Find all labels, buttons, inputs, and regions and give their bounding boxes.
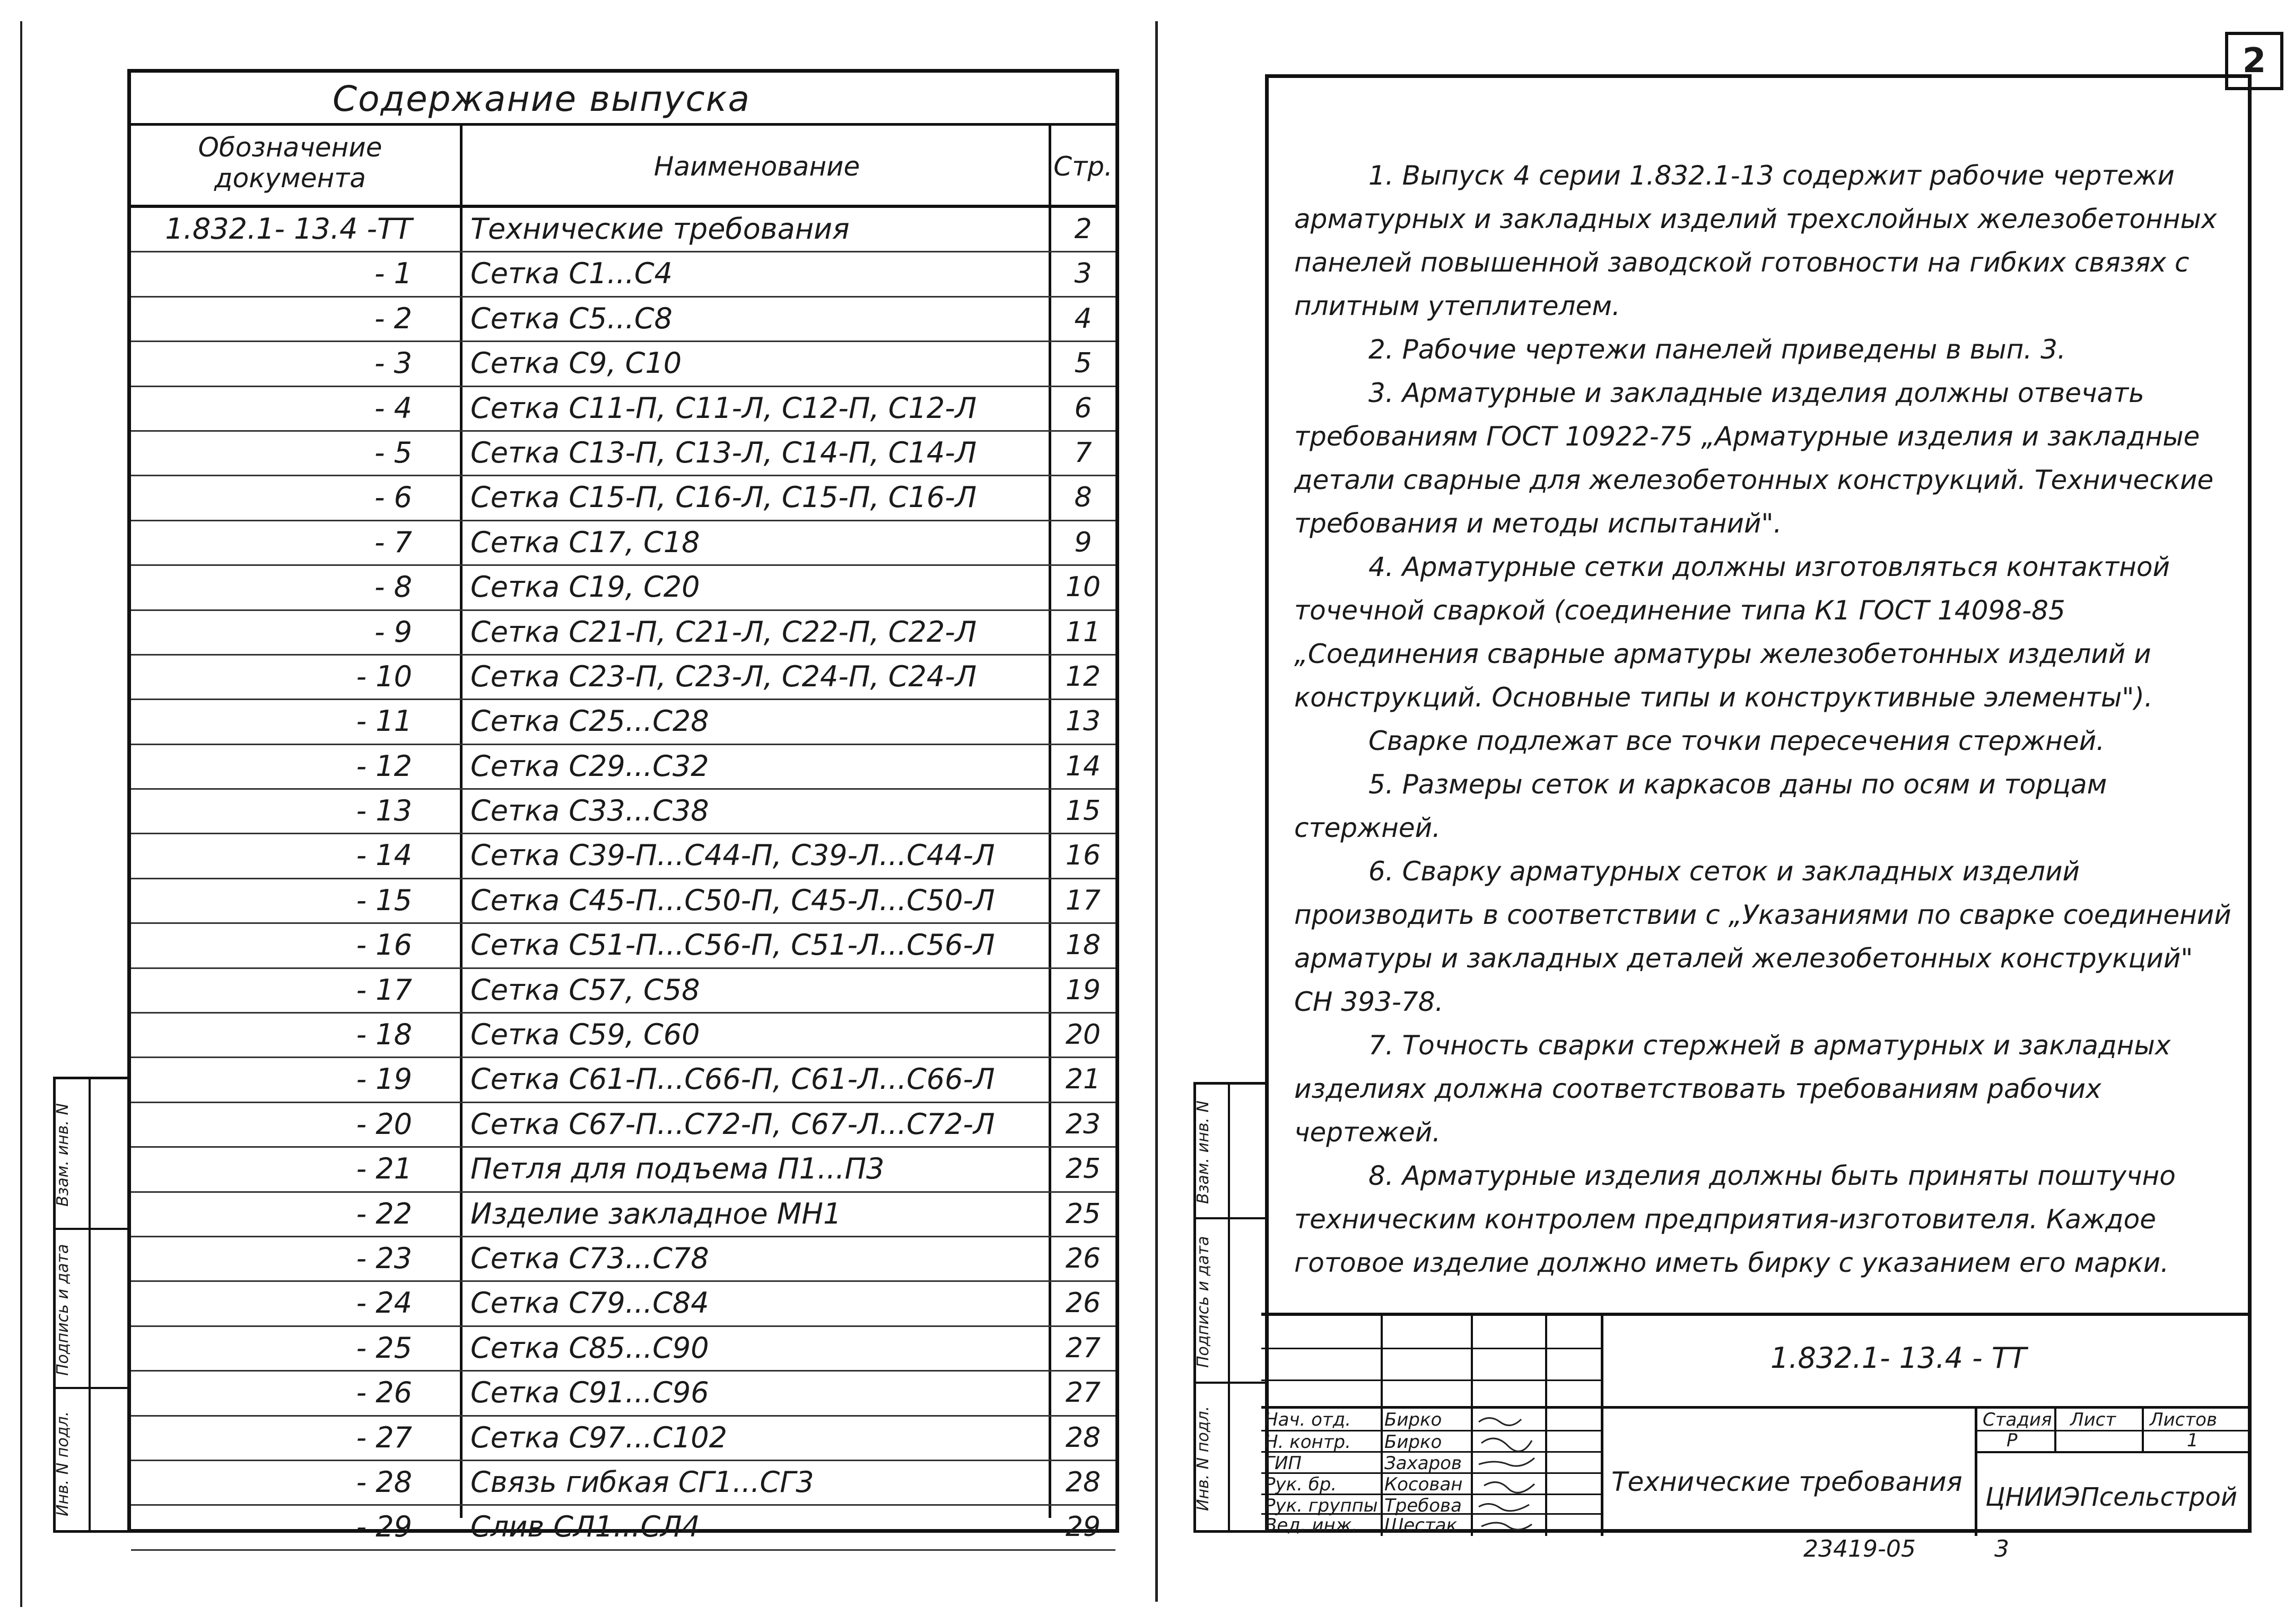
row-name: Технические требования bbox=[470, 212, 850, 246]
table-row bbox=[131, 924, 1115, 968]
row-name: Сетка С29...С32 bbox=[470, 749, 709, 783]
row-name: Изделие закладное МН1 bbox=[470, 1197, 842, 1230]
role-team-lead: Рук. бр. bbox=[1264, 1474, 1337, 1495]
row-page: 23 bbox=[1065, 1108, 1101, 1140]
row-code: - 22 bbox=[356, 1197, 412, 1230]
row-page: 6 bbox=[1074, 392, 1092, 424]
row-code: - 20 bbox=[356, 1107, 412, 1141]
strip-label-inventory: Инв. N подл. bbox=[54, 1411, 72, 1517]
row-name: Сетка С67-П...С72-П, С67-Л...С72-Л bbox=[470, 1107, 995, 1141]
row-page: 27 bbox=[1065, 1332, 1101, 1364]
binding-strip-right bbox=[1193, 1082, 1265, 1533]
strip-divider bbox=[56, 1228, 127, 1230]
row-code: - 21 bbox=[356, 1152, 412, 1186]
row-page: 27 bbox=[1065, 1377, 1101, 1409]
row-code: - 18 bbox=[356, 1018, 412, 1052]
strip-label-replacement: Взам. инв. N bbox=[54, 1103, 72, 1207]
row-page: 11 bbox=[1065, 616, 1101, 648]
row-code: - 24 bbox=[356, 1286, 412, 1320]
table-row bbox=[131, 387, 1115, 432]
row-name: Слив СЛ1...СЛ4 bbox=[470, 1510, 701, 1544]
name-5: Требова bbox=[1384, 1495, 1462, 1516]
role-head-dept: Нач. отд. bbox=[1264, 1409, 1351, 1430]
table-row bbox=[131, 476, 1115, 521]
row-name: Сетка С79...С84 bbox=[470, 1286, 709, 1320]
row-code: - 5 bbox=[374, 435, 412, 469]
row-page: 19 bbox=[1065, 974, 1101, 1006]
sheets-header: Листов bbox=[2150, 1409, 2218, 1430]
header-code: Обозначение документа bbox=[198, 132, 382, 194]
row-code: - 11 bbox=[356, 704, 412, 738]
row-name: Сетка С23-П, С23-Л, С24-П, С24-Л bbox=[470, 659, 977, 693]
row-page: 16 bbox=[1065, 840, 1101, 872]
organization: ЦНИИЭПсельстрой bbox=[1985, 1482, 2238, 1512]
note-5: 5. Размеры сеток и каркасов даны по осям и торцам стержней. bbox=[1294, 769, 2107, 843]
name-4: Косован bbox=[1384, 1474, 1463, 1495]
row-code: - 14 bbox=[356, 839, 412, 872]
table-row bbox=[131, 298, 1115, 342]
page-divider bbox=[1155, 21, 1158, 1602]
technical-notes bbox=[1294, 154, 2238, 1285]
row-name: Сетка С59, С60 bbox=[470, 1018, 700, 1052]
table-row bbox=[131, 1461, 1115, 1506]
row-code: - 13 bbox=[356, 794, 412, 828]
row-page: 18 bbox=[1065, 929, 1101, 962]
table-row bbox=[131, 611, 1115, 656]
contents-table bbox=[127, 69, 1119, 1544]
name-1: Бирко bbox=[1384, 1409, 1442, 1430]
left-edge-mark bbox=[20, 21, 22, 1607]
row-code: - 23 bbox=[356, 1241, 412, 1275]
table-row bbox=[131, 521, 1115, 566]
row-page: 8 bbox=[1074, 482, 1092, 514]
row-code: - 4 bbox=[374, 391, 412, 425]
row-name: Сетка С45-П...С50-П, С45-Л...С50-Л bbox=[470, 883, 995, 917]
role-group-lead: Рук. группы bbox=[1264, 1495, 1378, 1516]
row-name: Сетка С17, С18 bbox=[470, 525, 700, 559]
table-row bbox=[131, 700, 1115, 745]
strip-divider bbox=[1196, 1217, 1265, 1219]
row-page: 28 bbox=[1065, 1466, 1101, 1498]
row-code: - 26 bbox=[356, 1376, 412, 1410]
row-code: - 10 bbox=[356, 659, 412, 693]
row-name: Сетка С97...С102 bbox=[470, 1420, 727, 1454]
name-6: Шестак bbox=[1384, 1515, 1458, 1536]
row-code: - 8 bbox=[374, 570, 412, 604]
row-page: 5 bbox=[1074, 347, 1092, 380]
row-name: Сетка С73...С78 bbox=[470, 1241, 709, 1275]
row-name: Сетка С11-П, С11-Л, С12-П, С12-Л bbox=[470, 391, 977, 425]
role-chief-engineer: ГИП bbox=[1264, 1453, 1302, 1474]
stage-header: Стадия bbox=[1983, 1409, 2052, 1430]
row-page: 25 bbox=[1065, 1153, 1101, 1185]
table-row bbox=[131, 790, 1115, 834]
row-page: 14 bbox=[1065, 750, 1101, 782]
row-page: 17 bbox=[1065, 884, 1101, 916]
row-name: Сетка С91...С96 bbox=[470, 1376, 709, 1410]
row-code: - 15 bbox=[356, 883, 412, 917]
table-row bbox=[131, 745, 1115, 790]
strip-divider bbox=[1196, 1382, 1265, 1384]
table-row bbox=[131, 1237, 1115, 1282]
note-4-welding: Сварке подлежат все точки пересечения стержней. bbox=[1368, 726, 2105, 756]
footer-page: 3 bbox=[1994, 1535, 2009, 1562]
table-row bbox=[131, 1282, 1115, 1326]
header-name: Наименование bbox=[653, 151, 860, 182]
note-7: 7. Точность сварки стержней в арматурных и закладных изделиях должна соответствовать требованиям рабочих чертежей. bbox=[1294, 1030, 2171, 1148]
row-code: - 27 bbox=[356, 1420, 412, 1454]
table-row bbox=[131, 208, 1115, 252]
table-row bbox=[131, 1103, 1115, 1148]
table-row bbox=[131, 1148, 1115, 1192]
row-page: 3 bbox=[1074, 258, 1092, 290]
row-code: - 6 bbox=[374, 481, 412, 514]
note-4: 4. Арматурные сетки должны изготовляться контактной точечной сваркой (соединение типа К1 ГОСТ 14098-85 „Соединения сварные арматуры железобетонных изделий и конструкций. Основные типы и конструктивные элементы"). bbox=[1294, 552, 2170, 713]
table-row bbox=[131, 969, 1115, 1014]
title-block bbox=[1261, 1313, 2252, 1536]
row-code: - 2 bbox=[374, 301, 412, 335]
row-code: - 19 bbox=[356, 1062, 412, 1096]
row-page: 15 bbox=[1065, 795, 1101, 827]
sheets-value: 1 bbox=[2187, 1430, 2199, 1451]
note-3: 3. Арматурные и закладные изделия должны отвечать требованиям ГОСТ 10922-75 „Арматурные изделия и закладные детали сварные для железобетонных конструкций. Технические требования и методы испытаний". bbox=[1294, 378, 2214, 539]
name-2: Бирко bbox=[1384, 1431, 1442, 1453]
row-name: Сетка С19, С20 bbox=[470, 570, 700, 604]
archive-number: 23419-05 bbox=[1803, 1535, 1916, 1562]
row-page: 12 bbox=[1065, 660, 1101, 693]
row-page: 26 bbox=[1065, 1242, 1101, 1274]
table-row bbox=[131, 1506, 1115, 1550]
row-code: - 12 bbox=[356, 749, 412, 783]
strip-label-inventory: Инв. N подл. bbox=[1194, 1405, 1213, 1512]
row-name: Сетка С5...С8 bbox=[470, 301, 673, 335]
row-code: - 7 bbox=[374, 525, 412, 559]
row-page: 4 bbox=[1074, 302, 1092, 335]
row-name: Петля для подъема П1...П3 bbox=[470, 1152, 885, 1186]
table-row bbox=[131, 1327, 1115, 1372]
row-name: Сетка С39-П...С44-П, С39-Л...С44-Л bbox=[470, 839, 995, 872]
row-name: Сетка С21-П, С21-Л, С22-П, С22-Л bbox=[470, 615, 977, 649]
table-row bbox=[131, 1014, 1115, 1058]
row-code: 1.832.1- 13.4 -ТТ bbox=[165, 212, 412, 246]
row-name: Сетка С85...С90 bbox=[470, 1331, 709, 1365]
table-row bbox=[131, 252, 1115, 297]
table-row bbox=[131, 342, 1115, 387]
strip-label-replacement: Взам. инв. N bbox=[1194, 1101, 1213, 1204]
stage-value: Р bbox=[2007, 1430, 2018, 1451]
row-page: 26 bbox=[1065, 1287, 1101, 1320]
table-row bbox=[131, 1193, 1115, 1237]
row-name: Связь гибкая СГ1...СГ3 bbox=[470, 1465, 814, 1499]
row-code: - 1 bbox=[374, 257, 412, 291]
strip-divider bbox=[89, 1079, 91, 1530]
row-name: Сетка С9, С10 bbox=[470, 346, 682, 380]
contents-header-row bbox=[131, 126, 1115, 208]
row-name: Сетка С33...С38 bbox=[470, 794, 709, 828]
row-code: - 9 bbox=[374, 615, 412, 649]
note-2: 2. Рабочие чертежи панелей приведены в вып. 3. bbox=[1368, 334, 2066, 365]
table-row bbox=[131, 432, 1115, 476]
row-page: 28 bbox=[1065, 1421, 1101, 1454]
name-3: Захаров bbox=[1384, 1453, 1462, 1474]
row-name: Сетка С51-П...С56-П, С51-Л...С56-Л bbox=[470, 928, 995, 962]
row-page: 10 bbox=[1065, 571, 1101, 604]
table-row bbox=[131, 656, 1115, 700]
note-1: 1. Выпуск 4 серии 1.832.1-13 содержит рабочие чертежи арматурных и закладных изделий трехслойных железобетонных панелей повышенной заводской готовности на гибких связях с плитным утеплителем. bbox=[1294, 160, 2217, 321]
document-designation: 1.832.1- 13.4 - ТТ bbox=[1770, 1341, 2027, 1375]
document-title: Технические требования bbox=[1611, 1466, 1962, 1497]
column-divider bbox=[460, 126, 463, 205]
row-name: Сетка С13-П, С13-Л, С14-П, С14-Л bbox=[470, 435, 977, 469]
row-code: - 29 bbox=[356, 1510, 412, 1544]
note-8: 8. Арматурные изделия должны быть приняты поштучно техническим контролем предприятия-изготовителя. Каждое готовое изделие должно иметь бирку с указанием его марки. bbox=[1294, 1160, 2176, 1278]
contents-title: Содержание выпуска bbox=[131, 73, 1115, 126]
strip-label-signature: Подпись и дата bbox=[1194, 1236, 1213, 1368]
note-6: 6. Сварку арматурных сеток и закладных изделий производить в соответствии с „Указаниями по сварке соединений арматуры и закладных деталей железобетонных конструкций" СН 393-78. bbox=[1294, 856, 2231, 1017]
row-page: 25 bbox=[1065, 1198, 1101, 1230]
row-page: 7 bbox=[1074, 436, 1092, 469]
role-norm-control: Н. контр. bbox=[1264, 1431, 1351, 1453]
signature-marks bbox=[1473, 1409, 1545, 1533]
row-code: - 25 bbox=[356, 1331, 412, 1365]
table-row bbox=[131, 879, 1115, 924]
row-code: - 17 bbox=[356, 973, 412, 1007]
row-page: 13 bbox=[1065, 705, 1101, 738]
sheet-header: Лист bbox=[2070, 1409, 2116, 1430]
row-name: Сетка С25...С28 bbox=[470, 704, 709, 738]
strip-divider bbox=[56, 1387, 127, 1389]
strip-divider bbox=[1228, 1085, 1230, 1530]
header-page: Стр. bbox=[1053, 151, 1113, 182]
row-code: - 3 bbox=[374, 346, 412, 380]
row-code: - 16 bbox=[356, 928, 412, 962]
table-row bbox=[131, 834, 1115, 879]
row-page: 20 bbox=[1065, 1019, 1101, 1051]
binding-strip-left bbox=[53, 1077, 127, 1533]
sheet-number: 2 bbox=[2225, 32, 2283, 90]
table-row bbox=[131, 1417, 1115, 1461]
row-code: - 28 bbox=[356, 1465, 412, 1499]
row-name: Сетка С15-П, С16-Л, С15-П, С16-Л bbox=[470, 481, 977, 514]
row-page: 29 bbox=[1065, 1511, 1101, 1543]
table-row bbox=[131, 1372, 1115, 1416]
row-name: Сетка С1...С4 bbox=[470, 257, 673, 291]
table-row bbox=[131, 1058, 1115, 1103]
strip-label-signature: Подпись и дата bbox=[54, 1244, 72, 1376]
row-page: 21 bbox=[1065, 1063, 1101, 1096]
row-name: Сетка С61-П...С66-П, С61-Л...С66-Л bbox=[470, 1062, 995, 1096]
role-lead-engineer: Вед. инж. bbox=[1264, 1515, 1358, 1536]
row-name: Сетка С57, С58 bbox=[470, 973, 700, 1007]
contents-rows bbox=[131, 208, 1115, 1551]
table-row bbox=[131, 566, 1115, 610]
row-page: 9 bbox=[1074, 526, 1092, 558]
row-page: 2 bbox=[1074, 213, 1092, 245]
